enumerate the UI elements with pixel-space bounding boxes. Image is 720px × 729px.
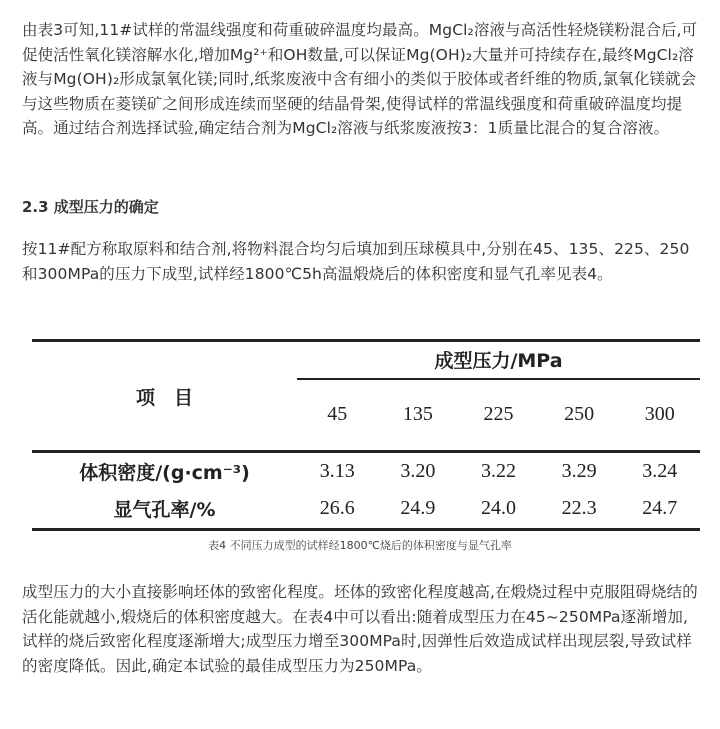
- table-caption: 表4 不同压力成型的试样经1800℃烧后的体积密度与显气孔率: [208, 539, 512, 552]
- cell: 3.29: [539, 452, 620, 490]
- item-header: 项 目: [32, 341, 297, 452]
- cell: 26.6: [297, 490, 378, 530]
- col-header: 225: [458, 379, 539, 452]
- cell: 3.13: [297, 452, 378, 490]
- cell: 24.0: [458, 490, 539, 530]
- cell: 3.20: [378, 452, 459, 490]
- col-header: 250: [539, 379, 620, 452]
- cell: 22.3: [539, 490, 620, 530]
- group-header: 成型压力/MPa: [297, 341, 700, 379]
- pressure-table: [32, 339, 700, 531]
- col-header: 300: [619, 379, 700, 452]
- row-label: 显气孔率/%: [32, 490, 297, 530]
- table-row: [32, 452, 700, 490]
- row-label: 体积密度/(g·cm⁻³): [32, 452, 297, 490]
- cell: 24.7: [619, 490, 700, 530]
- cell: 3.22: [458, 452, 539, 490]
- paragraph-conclusion: 成型压力的大小直接影响坯体的致密化程度。坯体的致密化程度越高,在煅烧过程中克服阻碍烧结的活化能就越小,煅烧后的体积密度越大。在表4中可以看出:随着成型压力在45~250MPa逐渐增加,试样的烧后致密化程度逐渐增大;成型压力增至300MPa时,因弹性后效造成试样出现层裂,导致试样的密度降低。因此,确定本试验的最佳成型压力为250MPa。: [22, 583, 698, 675]
- col-header: 45: [297, 379, 378, 452]
- table-row: [32, 490, 700, 530]
- col-header: 135: [378, 379, 459, 452]
- cell: 3.24: [619, 452, 700, 490]
- cell: 24.9: [378, 490, 459, 530]
- section-heading: 2.3 成型压力的确定: [22, 198, 159, 216]
- paragraph-method: 按11#配方称取原料和结合剂,将物料混合均匀后填加到压球模具中,分别在45、135、225、250和300MPa的压力下成型,试样经1800℃5h高温煅烧后的体积密度和显气孔率见表4。: [22, 240, 690, 283]
- paragraph-binder-selection: 由表3可知,11#试样的常温线强度和荷重破碎温度均最高。MgCl₂溶液与高活性轻烧镁粉混合后,可促使活性氧化镁溶解水化,增加Mg²⁺和OH数量,可以保证Mg(OH)₂大量并可持续存在,最终MgCl₂溶液与Mg(OH)₂形成氯氧化镁;同时,纸浆废液中含有细小的类似于胶体或者纤维的物质,氯氧化镁就会与这些物质在菱镁矿之间形成连续而坚硬的结晶骨架,使得试样的常温线强度和荷重破碎温度均提高。通过结合剂选择试验,确定结合剂为MgCl₂溶液与纸浆废液按3：1质量比混合的复合溶液。: [22, 21, 698, 138]
